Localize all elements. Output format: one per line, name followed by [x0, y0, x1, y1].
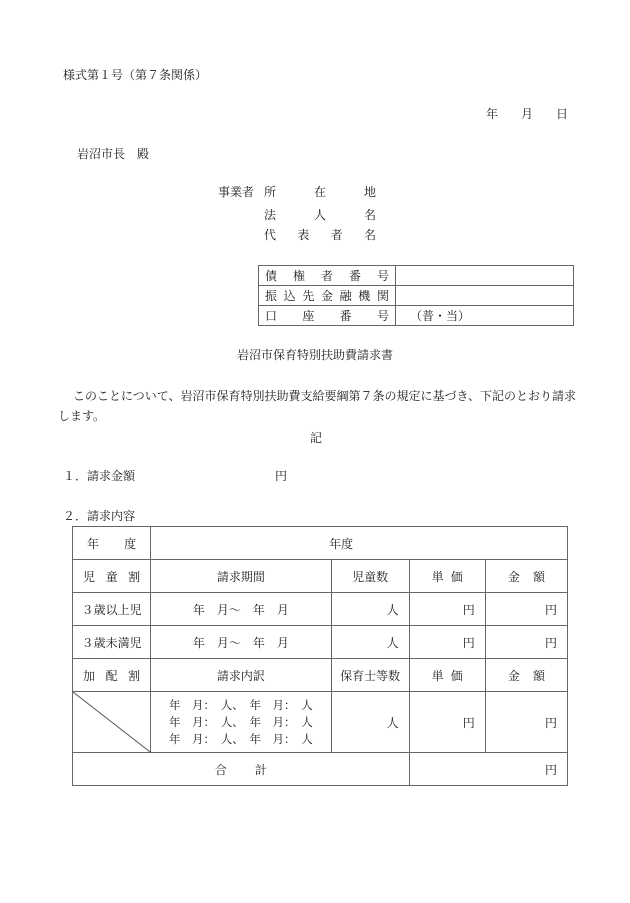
label-char: 番: [348, 269, 361, 283]
address-label: [264, 186, 376, 198]
label-char: 金: [320, 289, 333, 303]
label-char: 額: [532, 569, 545, 584]
label-char: 金: [507, 668, 520, 683]
child-count-header: 児童数: [331, 560, 409, 593]
label-char: 金: [507, 569, 520, 584]
addressee: 岩沼市長 殿: [77, 147, 150, 161]
label-char: 単: [431, 569, 444, 584]
date-month-label: 月: [520, 107, 533, 121]
bank-name-field[interactable]: [396, 286, 574, 306]
label-char: 者: [320, 269, 333, 283]
label-char: 年: [87, 536, 100, 551]
label-char: 込: [283, 289, 296, 303]
form-number: 様式第１号（第７条関係）: [63, 68, 208, 82]
rep-char: 代: [264, 228, 277, 242]
label-char: 加: [83, 668, 96, 683]
label-char: 債: [265, 269, 278, 283]
label-char: 号: [376, 309, 389, 323]
amount-header: [485, 560, 567, 593]
unit-price-header: [409, 560, 485, 593]
creditor-number-label: [259, 266, 396, 286]
label-char: 額: [532, 668, 545, 683]
label-char: 児: [83, 569, 96, 584]
label-char: 計: [254, 762, 267, 777]
period-header: 請求期間: [151, 560, 331, 593]
claim-amount-label: １．請求金額: [63, 469, 136, 483]
label-char: 割: [128, 569, 141, 584]
age3-over-amount-field[interactable]: 円: [485, 593, 567, 626]
table-row: [73, 593, 568, 626]
label-char: 権: [292, 269, 305, 283]
age3-over-period-field[interactable]: 年 月～ 年 月: [151, 593, 331, 626]
age3-under-amount-field[interactable]: 円: [485, 626, 567, 659]
extra-section-label: [73, 659, 151, 692]
corp-name-char: 法: [264, 208, 277, 222]
child-section-label: [73, 560, 151, 593]
diagonal-line-icon: [73, 692, 150, 752]
corp-name-char: 人: [313, 208, 326, 222]
label-char: 号: [376, 269, 389, 283]
age3-under-label: ３歳未満児: [73, 626, 151, 659]
label-char: 振: [265, 289, 278, 303]
unit-price-header-2: [409, 659, 485, 692]
extra-amount-field[interactable]: 円: [485, 692, 567, 753]
address-char: 地: [363, 185, 376, 199]
total-label: [73, 753, 410, 786]
rep-char: 表: [297, 228, 310, 242]
breakdown-line: 年 月： 人、 年 月： 人: [168, 697, 313, 712]
corp-name-char: 名: [363, 208, 376, 222]
breakdown-line: 年 月： 人、 年 月： 人: [168, 731, 313, 746]
claim-detail-table: [72, 526, 568, 786]
bank-info-table: [258, 265, 574, 326]
claim-content-label: ２．請求内容: [63, 509, 136, 523]
bank-name-label: [259, 286, 396, 306]
label-char: 合: [214, 762, 227, 777]
creditor-number-field[interactable]: [396, 266, 574, 286]
age3-over-count-field[interactable]: 人: [331, 593, 409, 626]
account-number-field[interactable]: （普・当）: [396, 306, 574, 326]
breakdown-line: 年 月： 人、 年 月： 人: [168, 714, 313, 729]
table-row: [73, 692, 568, 753]
label-char: 価: [450, 569, 463, 584]
label-char: 価: [450, 668, 463, 683]
label-char: 融: [339, 289, 352, 303]
label-char: 口: [265, 309, 278, 323]
label-char: 関: [376, 289, 389, 303]
address-char: 所: [264, 185, 277, 199]
extra-price-field[interactable]: 円: [409, 692, 485, 753]
address-char: 在: [313, 185, 326, 199]
applicant-label: 事業者: [218, 185, 255, 199]
label-char: 番: [339, 309, 352, 323]
breakdown-field[interactable]: [151, 692, 331, 753]
label-char: 先: [302, 289, 315, 303]
corp-name-label: [264, 209, 376, 221]
rep-char: 者: [330, 228, 343, 242]
date-year-label: 年: [486, 107, 499, 121]
total-amount-field[interactable]: 円: [409, 753, 567, 786]
label-char: 座: [302, 309, 315, 323]
diagonal-slash-cell: [73, 692, 151, 753]
rep-char: 名: [363, 228, 376, 242]
label-char: 割: [128, 668, 141, 683]
body-text-line2: します。: [58, 409, 106, 423]
label-char: 配: [105, 668, 118, 683]
table-row: [73, 626, 568, 659]
amount-header-2: [485, 659, 567, 692]
staff-count-field[interactable]: 人: [331, 692, 409, 753]
ki-heading: 記: [310, 431, 323, 445]
fiscal-year-label: [73, 527, 151, 560]
document-title: 岩沼市保育特別扶助費請求書: [236, 348, 393, 362]
age3-under-price-field[interactable]: 円: [409, 626, 485, 659]
label-char: 童: [105, 569, 118, 584]
label-char: 度: [124, 536, 137, 551]
date-field[interactable]: [486, 108, 568, 120]
date-day-label: 日: [555, 107, 568, 121]
label-char: 機: [358, 289, 371, 303]
staff-count-header: 保育士等数: [331, 659, 409, 692]
claim-amount-unit[interactable]: 円: [275, 469, 288, 483]
breakdown-header: 請求内訳: [151, 659, 331, 692]
fiscal-year-unit: 年度: [329, 536, 354, 551]
age3-under-period-field[interactable]: 年 月～ 年 月: [151, 626, 331, 659]
label-char: 単: [431, 668, 444, 683]
age3-over-label: ３歳以上児: [73, 593, 151, 626]
age3-under-count-field[interactable]: 人: [331, 626, 409, 659]
representative-label: [264, 229, 376, 241]
account-number-label: [259, 306, 396, 326]
age3-over-price-field[interactable]: 円: [409, 593, 485, 626]
fiscal-year-field[interactable]: [151, 527, 568, 560]
body-text-line1: このことについて、岩沼市保育特別扶助費支給要綱第７条の規定に基づき、下記のとおり請求: [73, 389, 577, 403]
